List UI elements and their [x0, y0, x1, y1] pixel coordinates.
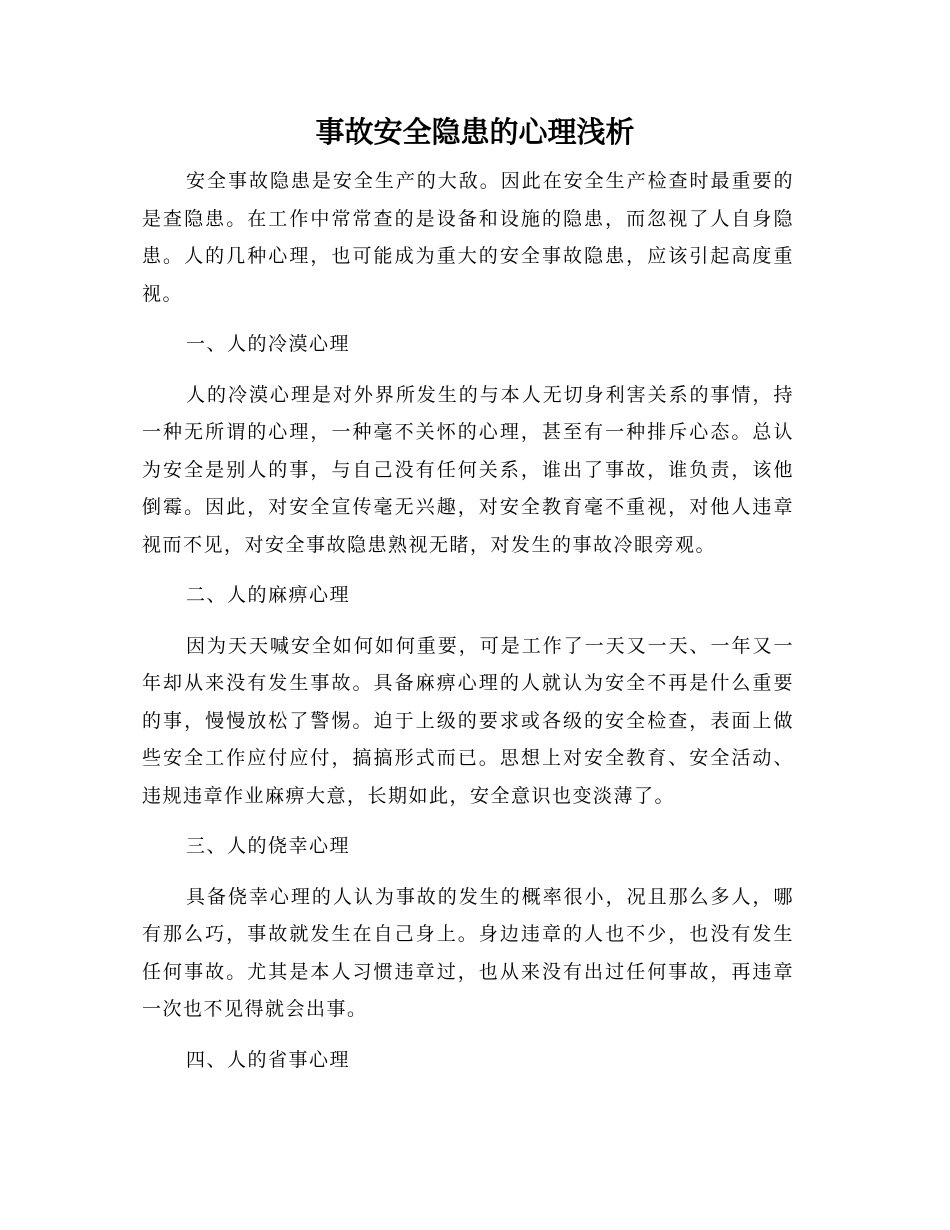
section-body-2: 因为天天喊安全如何如何重要，可是工作了一天又一天、一年又一年却从来没有发生事故。具备麻痹心理的人就认为安全不再是什么重要的事，慢慢放松了警惕。迫于上级的要求或各级的安全检查，表面上做些安全工作应付应付，搞搞形式而已。思想上对安全教育、安全活动、违规违章作业麻痹大意，长期如此，安全意识也变淡薄了。: [142, 634, 794, 807]
document-body: [142, 163, 794, 1092]
section-heading-4: 四、人的省事心理: [186, 1048, 351, 1071]
section-heading-1: 一、人的冷漠心理: [186, 333, 351, 355]
section-body-1: 人的冷漠心理是对外界所发生的与本人无切身利害关系的事情，持一种无所谓的心理，一种毫不关怀的心理，甚至有一种排斥心态。总认为安全是别人的事，与自己没有任何关系，谁出了事故，谁负责，该他倒霉。因此，对安全宣传毫无兴趣，对安全教育毫不重视，对他人违章视而不见，对安全事故隐患熟视无睹，对发生的事故冷眼旁观。: [142, 383, 794, 556]
section-heading-2: 二、人的麻痹心理: [186, 584, 351, 606]
section-heading-3: 三、人的侥幸心理: [186, 835, 351, 857]
intro-paragraph: 安全事故隐患是安全生产的大敌。因此在安全生产检查时最重要的是查隐患。在工作中常常查的是设备和设施的隐患，而忽视了人自身隐患。人的几种心理，也可能成为重大的安全事故隐患，应该引起高度重视。: [142, 170, 794, 305]
section-body-3: 具备侥幸心理的人认为事故的发生的概率很小，况且那么多人，哪有那么巧，事故就发生在自己身上。身边违章的人也不少，也没有发生任何事故。尤其是本人习惯违章过，也从来没有出过任何事故，再违章一次也不见得就会出事。: [142, 885, 794, 1020]
document-title: 事故安全隐患的心理浅析: [315, 115, 635, 149]
